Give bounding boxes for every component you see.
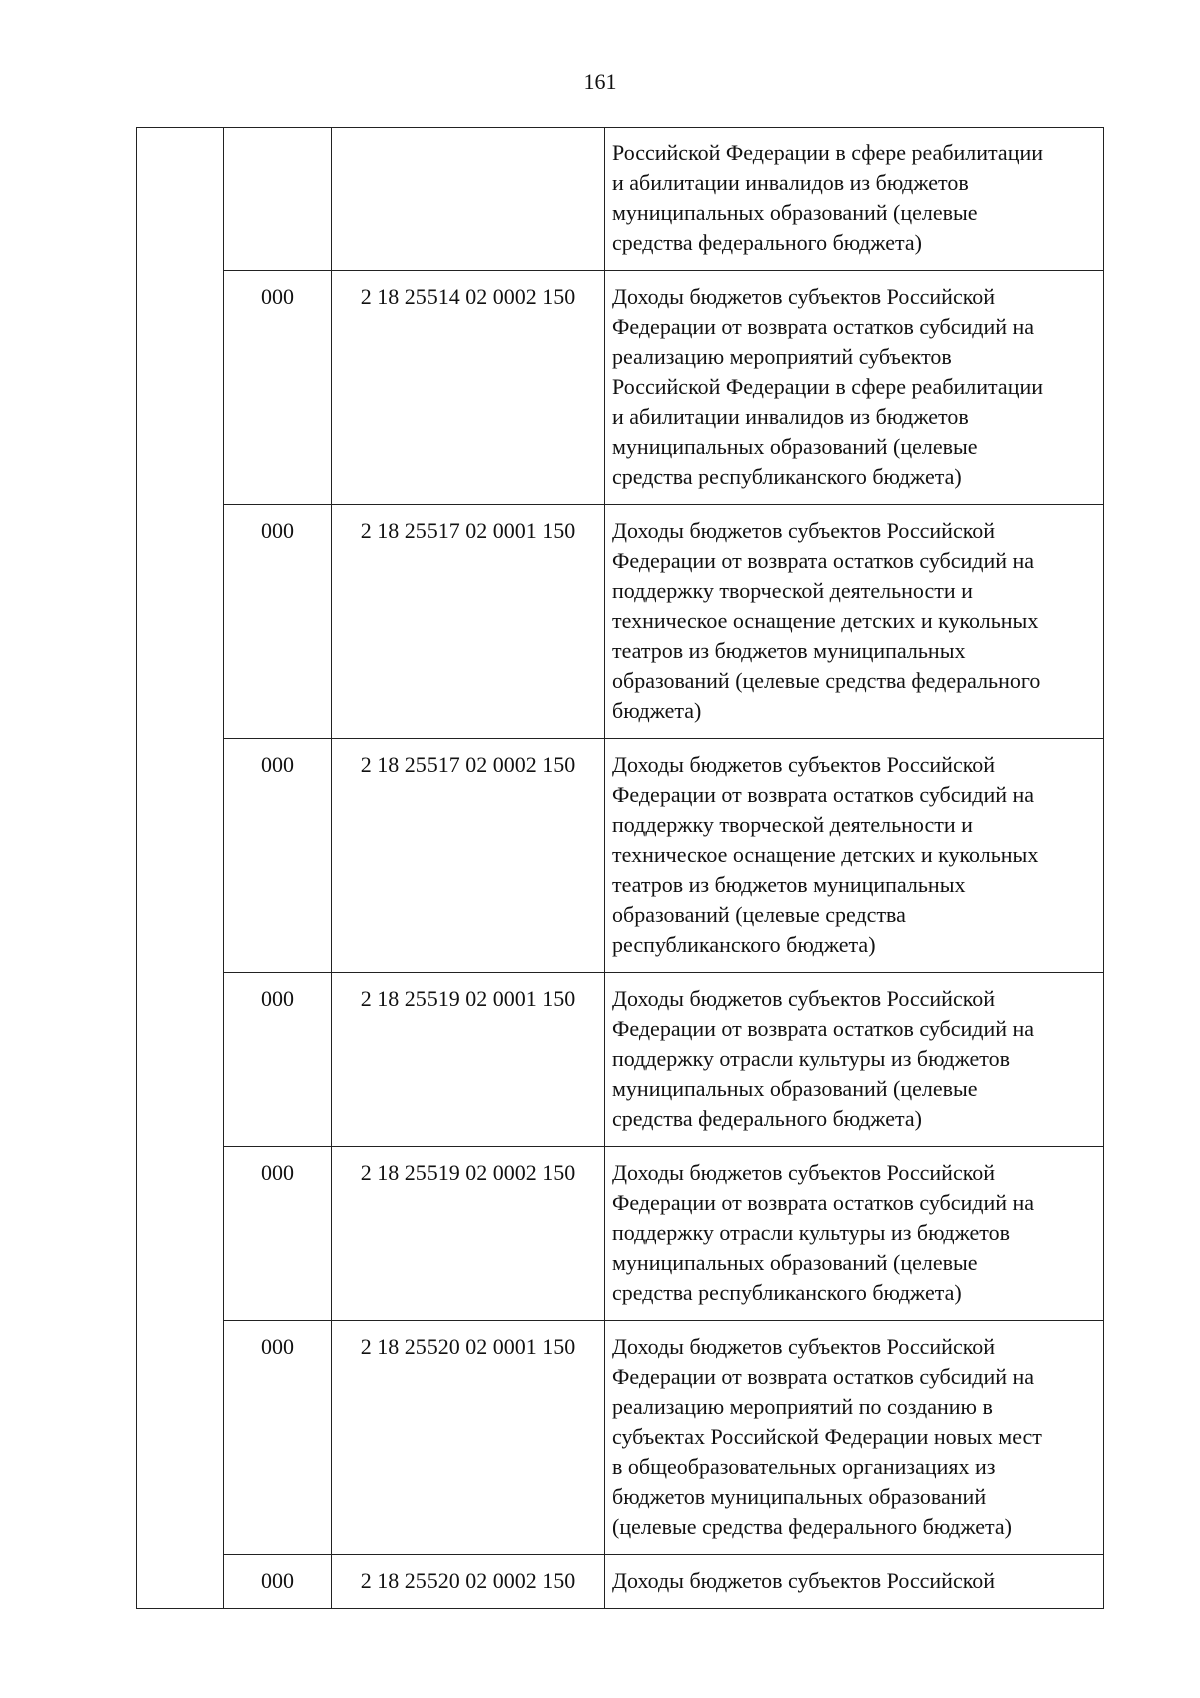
description-line: муниципальных образований (целевые — [612, 1250, 978, 1275]
description-line: поддержку отрасли культуры из бюджетов — [612, 1220, 1010, 1245]
table-row — [137, 271, 1104, 505]
description-line: Федерации от возврата остатков субсидий на — [612, 1190, 1035, 1215]
admin-code-cell — [224, 128, 332, 271]
description-line: Федерации от возврата остатков субсидий на — [612, 1364, 1035, 1389]
description-line: реализацию мероприятий по созданию в — [612, 1394, 993, 1419]
admin-code-cell: 000 — [224, 1147, 332, 1321]
description-cell — [605, 128, 1104, 271]
description-line: муниципальных образований (целевые — [612, 434, 978, 459]
admin-code-cell: 000 — [224, 1555, 332, 1609]
table-row — [137, 505, 1104, 739]
description-line: театров из бюджетов муниципальных — [612, 872, 966, 897]
description-line: Федерации от возврата остатков субсидий на — [612, 782, 1035, 807]
description-cell — [605, 271, 1104, 505]
table-row — [137, 973, 1104, 1147]
description-cell — [605, 739, 1104, 973]
description-line: и абилитации инвалидов из бюджетов — [612, 170, 969, 195]
description-line: бюджетов муниципальных образований — [612, 1484, 987, 1509]
page-number: 161 — [583, 69, 617, 94]
description-line: Федерации от возврата остатков субсидий на — [612, 548, 1035, 573]
budget-code-cell: 2 18 25514 02 0002 150 — [332, 271, 605, 505]
description-line: театров из бюджетов муниципальных — [612, 638, 966, 663]
description-line: поддержку отрасли культуры из бюджетов — [612, 1046, 1010, 1071]
description-line: (целевые средства федерального бюджета) — [612, 1514, 1012, 1539]
description-cell — [605, 1321, 1104, 1555]
description-line: республиканского бюджета) — [612, 932, 876, 957]
budget-code-cell: 2 18 25519 02 0002 150 — [332, 1147, 605, 1321]
description-line: муниципальных образований (целевые — [612, 200, 978, 225]
table-row — [137, 739, 1104, 973]
description-line: средства республиканского бюджета) — [612, 464, 962, 489]
description-line: поддержку творческой деятельности и — [612, 578, 973, 603]
description-cell — [605, 505, 1104, 739]
table-row — [137, 1147, 1104, 1321]
budget-code-cell — [332, 128, 605, 271]
description-line: Доходы бюджетов субъектов Российской — [612, 1160, 996, 1185]
table-row — [137, 1555, 1104, 1609]
description-line: Доходы бюджетов субъектов Российской — [612, 518, 996, 543]
description-line: Доходы бюджетов субъектов Российской — [612, 1334, 996, 1359]
admin-code-cell: 000 — [224, 271, 332, 505]
description-line: Доходы бюджетов субъектов Российской — [612, 986, 996, 1011]
description-cell — [605, 973, 1104, 1147]
row-number-cell — [137, 128, 224, 1609]
description-line: Федерации от возврата остатков субсидий на — [612, 1016, 1035, 1041]
description-line: средства федерального бюджета) — [612, 1106, 922, 1131]
admin-code-cell: 000 — [224, 973, 332, 1147]
admin-code-cell: 000 — [224, 739, 332, 973]
description-line: Российской Федерации в сфере реабилитации — [612, 140, 1044, 165]
description-line: техническое оснащение детских и кукольных — [612, 842, 1039, 867]
description-line: бюджета) — [612, 698, 702, 723]
budget-code-cell: 2 18 25519 02 0001 150 — [332, 973, 605, 1147]
admin-code-cell: 000 — [224, 1321, 332, 1555]
description-line: средства федерального бюджета) — [612, 230, 922, 255]
description-line: субъектах Российской Федерации новых мест — [612, 1424, 1042, 1449]
description-line: Российской Федерации в сфере реабилитации — [612, 374, 1044, 399]
description-line: муниципальных образований (целевые — [612, 1076, 978, 1101]
description-line: средства республиканского бюджета) — [612, 1280, 962, 1305]
description-line: образований (целевые средства — [612, 902, 906, 927]
description-cell — [605, 1147, 1104, 1321]
description-line: Доходы бюджетов субъектов Российской — [612, 752, 996, 777]
budget-code-cell: 2 18 25520 02 0002 150 — [332, 1555, 605, 1609]
description-line: в общеобразовательных организациях из — [612, 1454, 996, 1479]
budget-code-cell: 2 18 25517 02 0001 150 — [332, 505, 605, 739]
description-line: образований (целевые средства федерального — [612, 668, 1041, 693]
description-line: Федерации от возврата остатков субсидий на — [612, 314, 1035, 339]
description-line: поддержку творческой деятельности и — [612, 812, 973, 837]
description-line: и абилитации инвалидов из бюджетов — [612, 404, 969, 429]
table-row — [137, 1321, 1104, 1555]
description-line: Доходы бюджетов субъектов Российской — [612, 1568, 996, 1593]
description-line: реализацию мероприятий субъектов — [612, 344, 952, 369]
description-cell — [605, 1555, 1104, 1609]
budget-code-cell: 2 18 25520 02 0001 150 — [332, 1321, 605, 1555]
budget-code-cell: 2 18 25517 02 0002 150 — [332, 739, 605, 973]
description-line: Доходы бюджетов субъектов Российской — [612, 284, 996, 309]
description-line: техническое оснащение детских и кукольных — [612, 608, 1039, 633]
table-row — [137, 128, 1104, 271]
budget-codes-table — [136, 127, 1104, 1609]
admin-code-cell: 000 — [224, 505, 332, 739]
